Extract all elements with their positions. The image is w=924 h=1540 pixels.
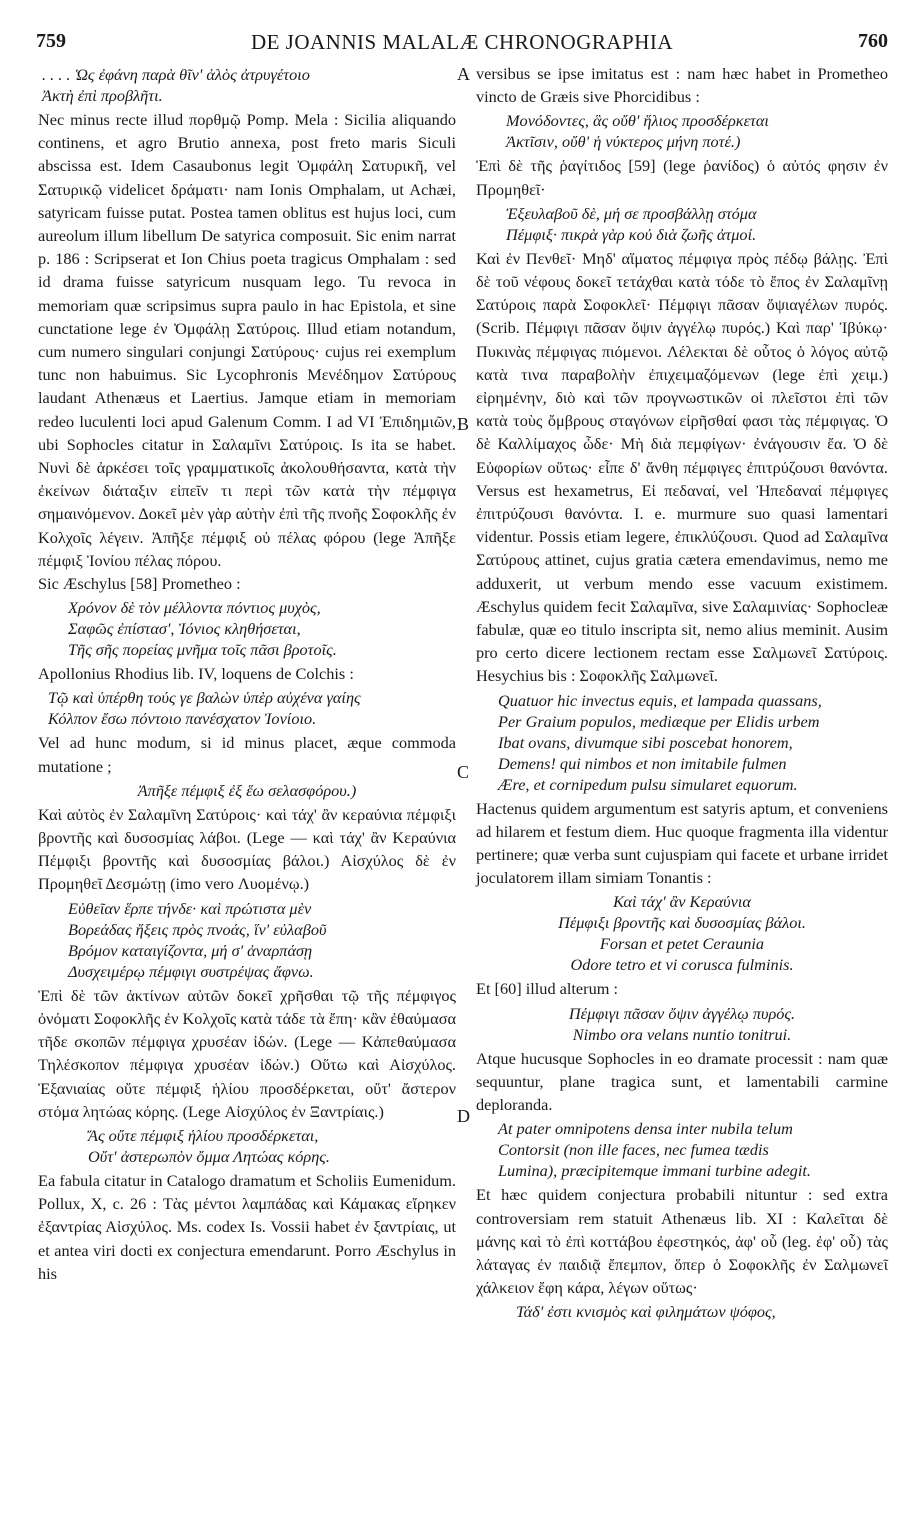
left-paragraph-3: Apollonius Rhodius lib. IV, loquens de Colchis :	[38, 664, 354, 684]
right-paragraph-2: Ἐπὶ δὲ τῆς ῥαγίτιδος [59] (lege ῥανίδος) ὁ αὐτός φησιν ἐν Προμηθεῖ·	[476, 156, 888, 199]
verse-line: Τάδ' ἐστι κνισμὸς καὶ φιλημάτων ψόφος,	[516, 1302, 776, 1322]
left-verse-6	[88, 1125, 456, 1167]
verse-line: Ἐξευλαβοῦ δὲ, μή σε προσβάλλῃ στόμα	[506, 203, 757, 223]
right-verse-3	[498, 690, 888, 795]
verse-line: Contorsit (non ille faces, nec fumea tædis	[498, 1140, 769, 1160]
right-paragraph-7: Et hæc quidem conjectura probabili nituntur : sed extra controversiam rem statuit Athenæus lib. XI : Καλεῖται δὲ μάνης καὶ τὸ ἐπὶ κοττάβου ἐφεστηκός, ἀφ' οὗ (leg. ἐφ' οὗ) τὰς λάταγας ἐν παιδιᾷ ἔπεμπον, ὅπερ ὁ Σοφοκλῆς ἐν Σαλμωνεῖ χάλκειον ἔφη κάρα, λέγων οὕτως·	[476, 1185, 888, 1298]
right-verse-5	[476, 1003, 888, 1045]
verse-line: Χρόνον δὲ τὸν μέλλοντα πόντιος μυχὸς,	[68, 598, 321, 618]
verse-line: Ἀκτῖσιν, οὔθ' ἡ νύκτερος μήνη ποτέ.)	[506, 132, 741, 152]
verse-line: Μονόδοντες, ἃς οὔθ' ἥλιος προσδέρκεται	[506, 111, 769, 131]
right-verse-4	[476, 891, 888, 975]
verse-line: At pater omnipotens densa inter nubila telum	[498, 1119, 793, 1139]
verse-line: Εὐθεῖαν ἕρπε τήνδε· καὶ πρώτιστα μὲν	[68, 898, 312, 918]
verse-line: Lumina), præcipitemque immani turbine adegit.	[498, 1161, 811, 1181]
left-page-number: 759	[36, 30, 66, 52]
verse-line: Δυσχειμέρῳ πέμφιγι συστρέψας ἄφνω.	[68, 961, 314, 981]
left-verse-4	[38, 780, 456, 801]
section-marker-b: B	[457, 414, 470, 434]
left-verse-3	[48, 687, 456, 729]
verse-line: Πέμφιγι πᾶσαν ὄψιν ἀγγέλῳ πυρός.	[568, 1003, 796, 1023]
verse-line: Καὶ τάχ' ἂν Κεραύνια	[613, 892, 751, 912]
verse-line: Per Graium populos, mediæque per Elidis urbem	[498, 711, 820, 731]
left-paragraph-5: Καὶ αὐτὸς ἐν Σαλαμῖνη Σατύροις· καὶ τάχ' ἂν κεραύνια πέμφιξι βροντῆς καὶ δυσοσμίας λάβοι. (Lege — καὶ τάχ' ἂν Κεραύνια Πέμφιξι βροντῆς καὶ δυσοσμίας βάλοι.) Αἰσχύλος δὲ ἐν Προμηθεῖ Δεσμώτῃ (imo vero Λυομένῳ.)	[38, 804, 456, 894]
left-verse-1	[42, 64, 456, 106]
verse-line: Quatuor hic invectus equis, et lampada quassans,	[498, 690, 822, 710]
verse-line: Ἀκτὴ ἐπὶ προβλῆτι.	[42, 86, 163, 105]
verse-line: Forsan et petet Ceraunia	[599, 934, 765, 954]
section-marker-d: D	[457, 1106, 470, 1126]
right-verse-7	[516, 1301, 888, 1322]
right-paragraph-4: Hactenus quidem argumentum est satyris aptum, et conveniens ad hilarem et festum diem. Huc quoque fragmenta illa videntur pertinere; quæ verba sunt cujuspiam qui facete et urbane irridet joculatorem illam simiam Tonantis :	[476, 798, 888, 888]
section-marker-a: A	[457, 64, 470, 84]
verse-line: Πέμφιξ· πικρὰ γὰρ κοὐ διὰ ζωῆς ἀτμοί.	[506, 224, 757, 244]
verse-line: Ære, et cornipedum pulsu simularet equorum.	[498, 774, 798, 794]
verse-line: Ibat ovans, divumque sibi poscebat honorem,	[498, 732, 793, 752]
right-paragraph-3: Καὶ ἐν Πενθεῖ· Μηδ' αἵματος πέμφιγα πρὸς πέδῳ βάλῃς. Ἐπὶ δὲ τοῦ νέφους δοκεῖ τετάχθαι κατὰ τόδε τὸ ἔπος ἐν Σαλαμῖνῃ Σατύροις παρὰ Σοφοκλεῖ· Πέμφιγι πᾶσαν ὄψιαγέλων πυρός. (Scrib. Πέμφιγι πᾶσαν ὄψιν ἀγγέλῳ πυρός.) Καὶ παρ' Ἰβύκῳ· Πυκινὰς πέμφιγας πιόμενοι. Λέλεκται δὲ οὗτος ὁ λόγος αὐτῷ κατὰ τινα παραβολὴν ἐπιχειμαζόμενων (lege ἐπὶ χειμ.) εἰρημένην, διὸ καὶ τῶν προγνωστικῶν οἱ πλεῖστοι ἐπὶ τῶν κατὰ τοὺς ὄμβρους σταγόνων εἰρῆσθαί φασι τὰς πέμφιγας. Ὁ δὲ Καλλίμαχος ὧδε· Μὴ διὰ πεμφίγων· ἐνάγουσιν ἔα. Ὁ δὲ Εὐφορίων οὕτως· εἶπε δ' ἄνθη πέμφιγες ἐπιτρύζουσι θανόντα. Versus est hexametrus, Εἱ πεδαναί, vel Ἠπεδαναί πέμφιγες ἐπιτρύζουσι θανόντα. I. e. murmure suo quasi lamentari videntur. Possis etiam legere, ἐπικλύζουσι. Quod ad Σαλαμῖνα Σατύρους attinet, cujus gratia cætera emendavimus, nemo me adduxerit, ut verbum mendo esse vacuum existimem. Æschylus quidem fecit Σαλαμῖνα, sive Σαλαμινίας· Sophocleæ fabulæ, quæ eo titulo inscripta sit, nemo alius meminit. Ausim pro certo dicere lectionem rectam esse Σαλμωνεῖ Σατύροις. Hesychius bis : Σοφοκλῆς Σαλμωνεῖ.	[476, 248, 888, 686]
left-verse-2	[68, 597, 456, 660]
left-column	[38, 62, 456, 1285]
verse-line: Πέμφιξι βροντῆς καὶ δυσοσμίας βάλοι.	[558, 913, 806, 933]
left-paragraph-4: Vel ad hunc modum, si id minus placet, æque commoda mutatione ;	[38, 733, 456, 776]
page-header	[36, 30, 888, 60]
verse-line: Demens! qui nimbos et non imitabile fulmen	[498, 753, 787, 773]
right-paragraph-5: Et [60] illud alterum :	[476, 979, 618, 999]
right-verse-1	[506, 110, 888, 152]
left-paragraph-6: Ἐπὶ δὲ τῶν ἀκτίνων αὐτῶν δοκεῖ χρῆσθαι τῷ τῆς πέμφιγος ὀνόματι Σοφοκλῆς ἐν Κολχοῖς κατὰ τάδε τὰ ἔπη· κἂν ἐθαύμασα τῆδε σκοπῶν πέμφιγα χρυσέαν ἰδών. (Lege — Κἀπεθαύμασα Τηλέσκοπον πέμφιγα χρυσέαν ἰδών.) Οὕτω καὶ Αἰσχύλος. Ἐξανιαίας οὔτε πέμφιξ ἡλίου προσδέρκεται, οὔτ' ἄστερον στόμα λητώας κόρης. (Lege Αἰσχύλος ἐν Ξαντρίαις.)	[38, 985, 456, 1121]
verse-line: Nimbo ora velans nuntio tonitrui.	[572, 1024, 792, 1044]
right-paragraph-6: Atque hucusque Sophocles in eo dramate processit : nam quæ sequuntur, plane tragica sunt, et lamentabili carmine deploranda.	[476, 1048, 888, 1115]
verse-line: Odore tetro et vi corusca fulminis.	[570, 955, 794, 975]
verse-line: Ἄς οὔτε πέμφιξ ἡλίου προσδέρκεται,	[88, 1125, 319, 1145]
section-marker-c: C	[457, 762, 470, 782]
verse-line: Σαφῶς ἐπίστασ', Ἰόνιος κληθήσεται,	[68, 619, 301, 639]
verse-line: Τῆς σῆς πορείας μνῆμα τοῖς πᾶσι βροτοῖς.	[68, 640, 337, 660]
verse-line: Βρόμον καταιγίζοντα, μή σ' ἀναρπάσῃ	[68, 940, 313, 960]
right-column	[476, 62, 888, 1324]
left-paragraph-2: Sic Æschylus [58] Prometheo :	[38, 574, 241, 594]
running-title: DE JOANNIS MALALÆ CHRONOGRAPHIA	[250, 30, 674, 54]
left-verse-5	[68, 898, 456, 982]
right-paragraph-1: versibus se ipse imitatus est : nam hæc habet in Prometheo vincto de Græis sive Phorcidibus :	[476, 64, 888, 107]
verse-line: Οὔτ' ἀστερωπὸν ὄμμα Λητώας κόρης.	[88, 1146, 330, 1166]
verse-line: . . . . Ὡς ἐφάνη παρὰ θῖν' ἁλὸς ἀτρυγέτοιο	[42, 65, 310, 84]
verse-line: Τῷ καὶ ὑπέρθη τούς γε βαλὼν ὑπὲρ αὐχένα γαίης	[48, 688, 361, 708]
verse-line: Κόλπον ἔσω πόντοιο πανέσχατον Ἰονίοιο.	[48, 709, 317, 729]
right-verse-2	[506, 203, 888, 245]
right-verse-6	[498, 1118, 888, 1181]
right-page-number: 760	[858, 30, 888, 52]
left-paragraph-1: Nec minus recte illud πορθμῷ Pomp. Mela : Sicilia aliquando continens, et agro Brutio annexa, post freto maris Siculi abscissa est. Idem Casaubonus legit Ὀμφάλη Σατυρικῆ, vel Σατυρικῷ videlicet δράματι· nam Ionis Omphalam, ut Achæi, satyricam fuisse putat. Postea tamen oblitus est hujus loci, cum aureolum illum libellum De satyrica composuit. Sic enim narrat p. 186 : Scripserat et Ion Chius poeta tragicus Omphalam : sed id drama fuisse satyricum nusquam lego. Tu revoca in memoriam quæ scripsimus supra paulo in hac Epistola, et sine cunctatione lege ἐν Ὀμφάλῃ Σατύροις. Illud etiam notandum, cum numero singulari conjungi Σατύρους· cujus rei exemplum tunc non habuimus. Sic Lycophronis Μενέδημον Σατύρους laudant Athenæus et Laertius. Jamque etiam in memoriam redeo luculenti loci apud Galenum Comm. I ad VI Ἐπιδημιῶν, ubi Sophocles citatur in Σαλαμῖνι Σατύροις. Is ita se habet. Νυνὶ δὲ ἀρκέσει τοῖς γραμματικοῖς ἀκολουθήσαντα, κατὰ τὴν ἐκείνων διάταξιν εἰπεῖν τι περὶ τῶν κατὰ τὴν πέμφιγα σημαινόμενον. Δοκεῖ μὲν γὰρ αὐτὴν ἐπὶ τῆς πνοῆς Σοφοκλῆς ἐν Κολχοῖς λέγειν. Ἀπῆξε πέμφιξ οὐ πέλας φόρου (lege Ἀπῆξε πέμφιξ Ἰονίου πέλας πόρου.	[38, 110, 456, 570]
left-paragraph-7: Ea fabula citatur in Catalogo dramatum et Scholiis Eumenidum. Pollux, X, c. 26 : Τὰς μέντοι λαμπάδας καὶ Κάμακας εἴρηκεν ἐξαντρίας Αἰσχύλος. Ms. codex Is. Vossii habet ἐν ξαντρίαις, ut et antea viri docti ex conjectura emendarunt. Porro Æschylus in his	[38, 1170, 456, 1283]
verse-line: Ἀπῆξε πέμφιξ ἐξ ἕω σελασφόρου.)	[137, 780, 357, 800]
verse-line: Βορεάδας ἥξεις πρὸς πνοάς, ἵν' εὐλαβοῦ	[68, 919, 327, 939]
